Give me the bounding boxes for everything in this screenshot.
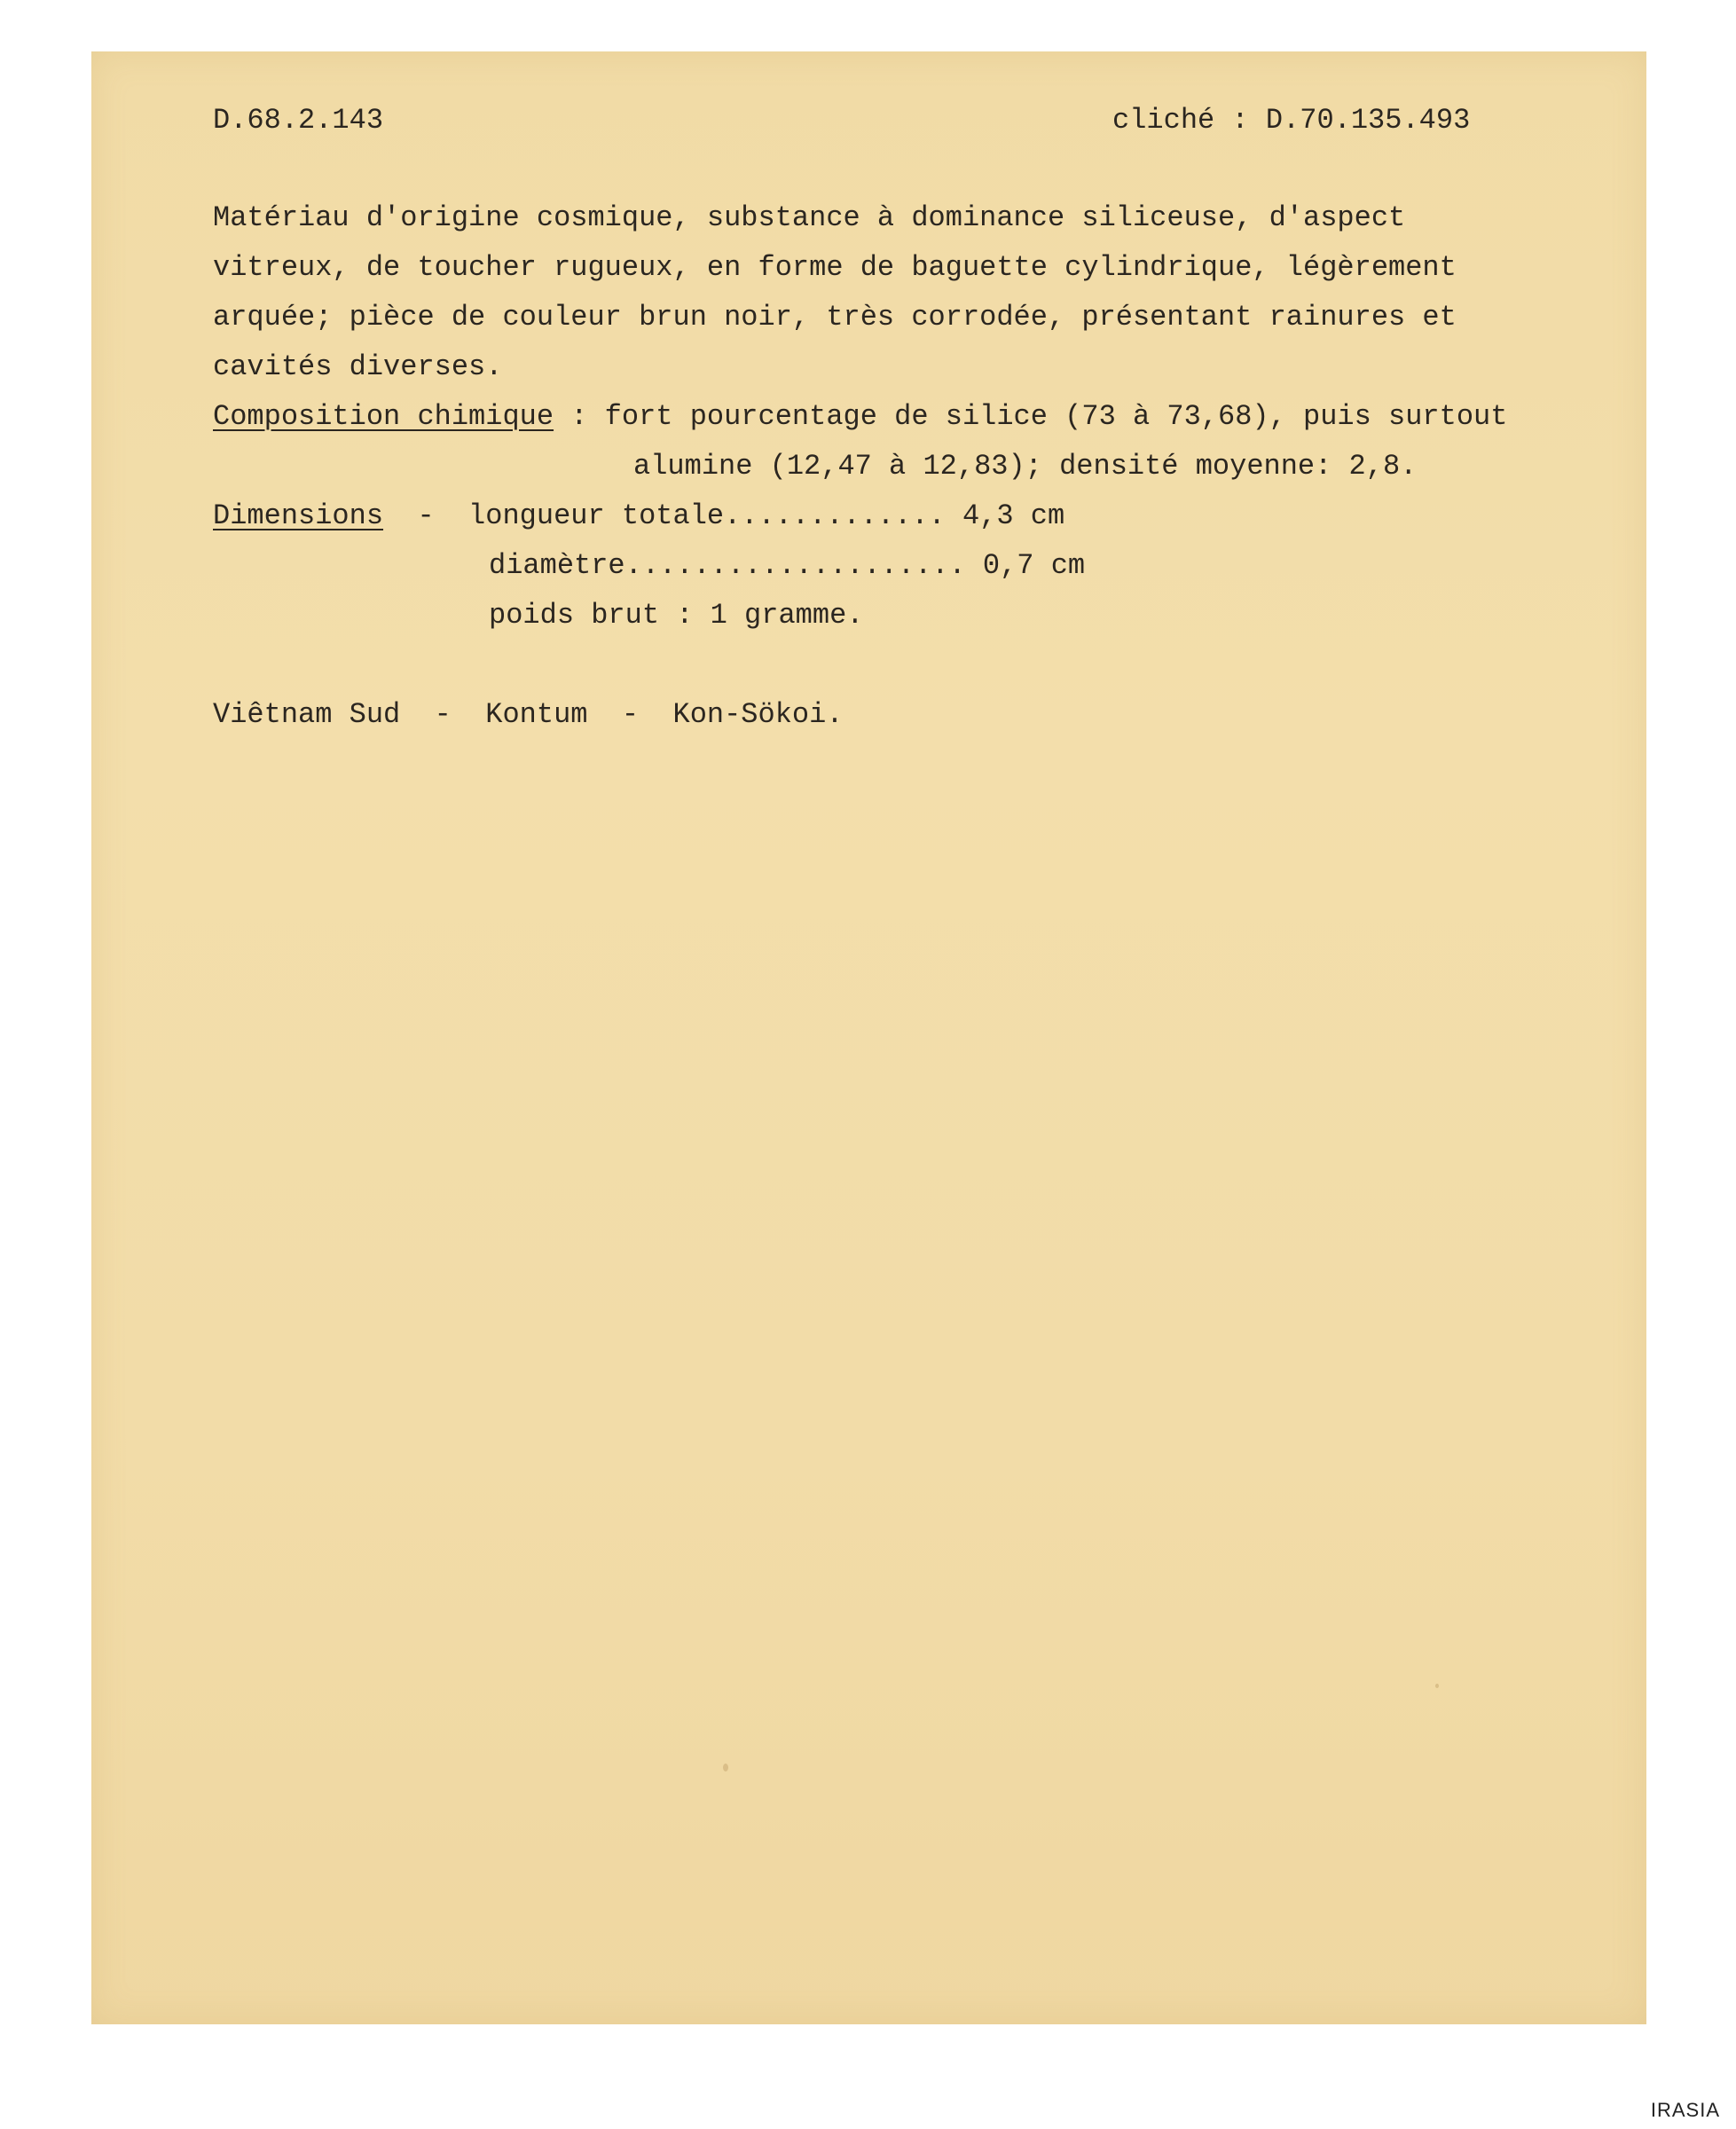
diameter-row: diamètre.................... 0,7 cm [489, 549, 1086, 582]
description-line: vitreux, de toucher rugueux, en forme de baguette cylindrique, légèrement [213, 251, 1457, 284]
composition-row: Composition chimique : fort pourcentage de silice (73 à 73,68), puis surtout [213, 400, 1508, 433]
weight-row: poids brut : 1 gramme. [489, 599, 864, 632]
dimensions-row: Dimensions - longueur totale............. 4,3 cm [213, 499, 1065, 532]
cliche-reference: cliché : D.70.135.493 [1112, 104, 1471, 137]
reference-number: D.68.2.143 [213, 104, 384, 137]
dimensions-label: Dimensions [213, 499, 384, 532]
diameter-label: diamètre [489, 549, 625, 582]
paper-stain [723, 1764, 728, 1772]
composition-text-continued: alumine (12,47 à 12,83); densité moyenne: 2,8. [633, 450, 1418, 483]
irasia-watermark: IRASIA [1650, 2099, 1720, 2121]
location-province: Kontum [485, 698, 588, 731]
length-label: longueur totale [468, 499, 725, 532]
composition-label: Composition chimique [213, 400, 554, 433]
paper-stain [1435, 1684, 1439, 1688]
location-country: Viêtnam Sud [213, 698, 401, 731]
cliche-label: cliché [1112, 104, 1215, 137]
length-value: 4,3 cm [962, 499, 1065, 532]
location-row: Viêtnam Sud - Kontum - Kon-Sökoi. [213, 698, 844, 731]
cliche-number: D.70.135.493 [1265, 104, 1471, 137]
description-line: cavités diverses. [213, 350, 503, 383]
diameter-value: 0,7 cm [982, 549, 1086, 582]
description-line: arquée; pièce de couleur brun noir, très corrodée, présentant rainures et [213, 301, 1457, 334]
location-site: Kon-Sökoi. [672, 698, 844, 731]
composition-text: fort pourcentage de silice (73 à 73,68), puis surtout [604, 400, 1508, 433]
description-line: Matériau d'origine cosmique, substance à dominance siliceuse, d'aspect [213, 201, 1406, 234]
